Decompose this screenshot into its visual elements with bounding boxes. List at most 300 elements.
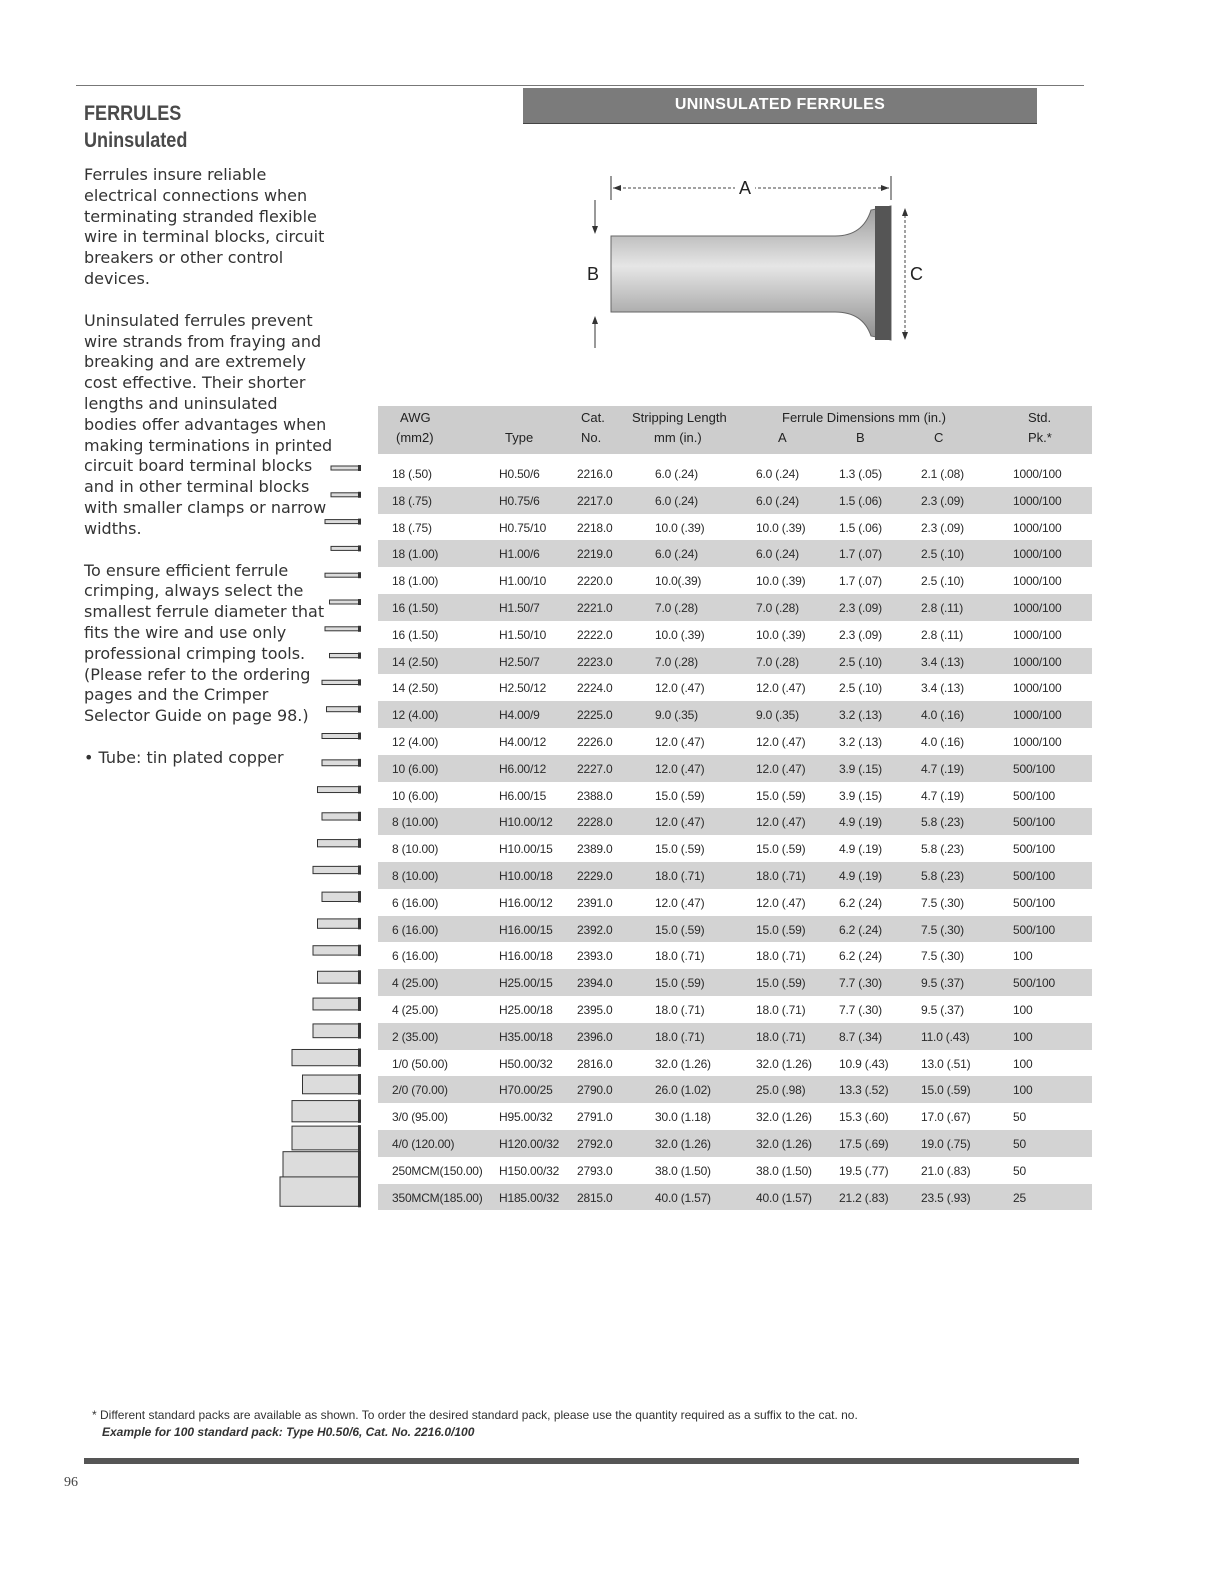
cell-awg: 4/0 (120.00) (392, 1136, 455, 1151)
cell-dim-b: 6.2 (.24) (839, 895, 882, 910)
table-row (378, 782, 1092, 809)
ferrule-size-icon (322, 760, 360, 766)
ferrule-size-icon (318, 919, 361, 928)
cell-dim-b: 1.7 (.07) (839, 547, 882, 562)
ferrule-flange-icon (358, 786, 361, 794)
cell-strip-length: 9.0 (.35) (655, 708, 698, 723)
header-dims: Ferrule Dimensions mm (in.) (782, 410, 946, 425)
cell-std-pk: 500/100 (1013, 761, 1055, 776)
cell-dim-c: 21.0 (.83) (921, 1163, 971, 1178)
cell-dim-c: 2.8 (.11) (921, 627, 963, 642)
cell-cat-no: 2222.0 (577, 627, 613, 642)
cell-std-pk: 100 (1013, 1083, 1033, 1098)
cell-cat-no: 2223.0 (577, 654, 613, 669)
cell-std-pk: 50 (1013, 1110, 1026, 1125)
cell-awg: 6 (16.00) (392, 949, 439, 964)
cell-dim-a: 6.0 (.24) (756, 467, 799, 481)
cell-dim-a: 38.0 (1.50) (756, 1163, 812, 1178)
cell-type: H150.00/32 (499, 1163, 560, 1178)
cell-cat-no: 2226.0 (577, 734, 613, 749)
cell-dim-c: 7.5 (.30) (921, 895, 964, 910)
cell-dim-b: 1.3 (.05) (839, 467, 882, 481)
cell-strip-length: 12.0 (.47) (655, 815, 705, 830)
cell-dim-a: 9.0 (.35) (756, 708, 799, 723)
cell-awg: 6 (16.00) (392, 922, 439, 937)
ferrule-flange-icon (358, 1074, 361, 1095)
cell-dim-a: 32.0 (1.26) (756, 1136, 812, 1151)
cell-dim-a: 12.0 (.47) (756, 734, 806, 749)
ferrule-size-icon (313, 1024, 360, 1038)
cell-std-pk: 25 (1013, 1190, 1026, 1205)
table-header (378, 406, 1092, 454)
ferrule-flange-icon (358, 1176, 361, 1207)
cell-dim-c: 15.0 (.59) (921, 1083, 971, 1098)
ferrule-flange-icon (358, 812, 361, 821)
header-dim-c: C (934, 430, 944, 445)
cell-type: H6.00/15 (499, 788, 547, 803)
cell-type: H1.50/10 (499, 627, 547, 642)
cell-awg: 18 (1.00) (392, 574, 439, 589)
ferrule-size-icon (331, 493, 360, 497)
cell-cat-no: 2815.0 (577, 1190, 613, 1205)
cell-dim-b: 6.2 (.24) (839, 949, 882, 964)
cell-std-pk: 1000/100 (1013, 493, 1062, 508)
dim-b-label: B (586, 264, 600, 284)
ferrule-size-icon (330, 653, 361, 657)
ferrule-size-icon (313, 946, 360, 955)
cell-awg: 10 (6.00) (392, 788, 439, 803)
cell-dim-a: 18.0 (.71) (756, 1029, 806, 1044)
ferrule-size-icon (322, 892, 360, 901)
cell-dim-a: 7.0 (.28) (756, 600, 799, 615)
cell-dim-c: 2.3 (.09) (921, 520, 964, 535)
cell-cat-no: 2227.0 (577, 761, 613, 776)
cell-std-pk: 1000/100 (1013, 681, 1062, 696)
table-row (378, 1184, 1092, 1211)
cell-std-pk: 1000/100 (1013, 708, 1062, 723)
ferrule-size-icon (325, 627, 360, 631)
table-body (378, 460, 1092, 1210)
cell-std-pk: 50 (1013, 1136, 1026, 1151)
table-row (378, 1050, 1092, 1077)
cell-dim-c: 2.3 (.09) (921, 493, 964, 508)
cell-std-pk: 500/100 (1013, 868, 1055, 883)
ferrule-size-icon (325, 520, 360, 524)
header-awg-unit: (mm2) (396, 430, 434, 445)
ferrule-flange-icon (358, 733, 361, 740)
cell-awg: 10 (6.00) (392, 761, 439, 776)
cell-type: H50.00/32 (499, 1056, 553, 1071)
ferrule-size-icon (330, 600, 361, 604)
table-row (378, 889, 1092, 916)
ferrule-size-icon (303, 1075, 361, 1094)
intro-paragraph: Ferrules insure reliable electrical connections when terminating stranded flexible wire in terminal blocks, circuit breakers or other control devices. (84, 165, 325, 288)
cell-dim-c: 2.8 (.11) (921, 600, 963, 615)
ferrule-table (378, 406, 1092, 1210)
cell-dim-b: 1.5 (.06) (839, 520, 882, 535)
cell-awg: 18 (.75) (392, 493, 432, 508)
cell-strip-length: 7.0 (.28) (655, 600, 698, 615)
cell-strip-length: 7.0 (.28) (655, 654, 698, 669)
ferrule-flange-icon (358, 945, 361, 956)
cell-dim-c: 9.5 (.37) (921, 976, 964, 991)
table-row (378, 835, 1092, 862)
cell-awg: 1/0 (50.00) (392, 1056, 448, 1071)
cell-cat-no: 2219.0 (577, 547, 613, 562)
cell-cat-no: 2229.0 (577, 868, 613, 883)
cell-dim-c: 3.4 (.13) (921, 654, 964, 669)
cell-cat-no: 2394.0 (577, 976, 613, 991)
table-row (378, 514, 1092, 541)
cell-std-pk: 500/100 (1013, 976, 1055, 991)
cell-type: H2.50/7 (499, 654, 540, 669)
ferrule-flange-icon (358, 572, 361, 578)
cell-type: H2.50/12 (499, 681, 547, 696)
table-row (378, 567, 1092, 594)
cell-type: H4.00/9 (499, 708, 540, 723)
cell-cat-no: 2792.0 (577, 1136, 613, 1151)
header-std: Std. (1028, 410, 1052, 425)
top-rule (76, 85, 1084, 86)
cell-dim-a: 32.0 (1.26) (756, 1110, 812, 1125)
cell-dim-b: 7.7 (.30) (839, 976, 882, 991)
cell-dim-b: 19.5 (.77) (839, 1163, 889, 1178)
ferrule-size-icon (283, 1152, 360, 1178)
ferrule-size-icon (325, 573, 360, 577)
ferrule-size-icon (313, 998, 360, 1010)
cell-dim-a: 15.0 (.59) (756, 842, 806, 857)
cell-dim-a: 18.0 (.71) (756, 1002, 806, 1017)
cell-dim-c: 4.7 (.19) (921, 788, 964, 803)
header-strip: Stripping Length (632, 410, 727, 425)
cell-dim-b: 4.9 (.19) (839, 815, 882, 830)
cell-strip-length: 15.0 (.59) (655, 842, 705, 857)
cell-type: H25.00/15 (499, 976, 553, 991)
ferrule-flange-icon (358, 997, 361, 1011)
cell-dim-c: 11.0 (.43) (921, 1029, 970, 1044)
cell-type: H16.00/15 (499, 922, 553, 937)
cell-strip-length: 30.0 (1.18) (655, 1110, 711, 1125)
cell-cat-no: 2790.0 (577, 1083, 613, 1098)
cell-awg: 18 (.75) (392, 520, 432, 535)
cell-dim-b: 3.2 (.13) (839, 734, 882, 749)
header-pk: Pk.* (1028, 430, 1052, 445)
cell-std-pk: 1000/100 (1013, 627, 1062, 642)
cell-dim-c: 5.8 (.23) (921, 815, 964, 830)
cell-cat-no: 2218.0 (577, 520, 613, 535)
page-title: FERRULES (84, 102, 182, 125)
cell-strip-length: 15.0 (.59) (655, 976, 705, 991)
ferrule-flange-icon (358, 706, 361, 713)
ferrule-size-icon (318, 971, 361, 983)
cell-cat-no: 2389.0 (577, 842, 613, 857)
cell-dim-a: 12.0 (.47) (756, 681, 806, 696)
cell-cat-no: 2388.0 (577, 788, 613, 803)
cell-std-pk: 1000/100 (1013, 734, 1062, 749)
cell-dim-c: 3.4 (.13) (921, 681, 964, 696)
cell-type: H1.00/10 (499, 574, 547, 589)
table-row (378, 916, 1092, 943)
cell-cat-no: 2221.0 (577, 600, 613, 615)
cell-dim-c: 7.5 (.30) (921, 922, 964, 937)
ferrule-size-icon (292, 1049, 360, 1065)
cell-dim-b: 3.2 (.13) (839, 708, 882, 723)
ferrule-diagram (585, 170, 945, 355)
cell-type: H0.75/10 (499, 520, 547, 535)
cell-dim-c: 17.0 (.67) (921, 1110, 971, 1125)
ferrule-size-icon (280, 1177, 360, 1206)
table-row (378, 540, 1092, 567)
cell-type: H185.00/32 (499, 1190, 560, 1205)
cell-dim-b: 4.9 (.19) (839, 842, 882, 857)
cell-dim-c: 2.1 (.08) (921, 467, 964, 481)
ferrule-flange-icon (358, 465, 361, 471)
cell-strip-length: 15.0 (.59) (655, 922, 705, 937)
cell-awg: 250MCM(150.00) (392, 1163, 483, 1178)
cell-awg: 8 (10.00) (392, 815, 439, 830)
cell-dim-a: 6.0 (.24) (756, 547, 799, 562)
ferrule-flange-icon (358, 545, 361, 551)
ferrule-flange-icon (358, 891, 361, 902)
cell-type: H4.00/12 (499, 734, 547, 749)
table-row (378, 1103, 1092, 1130)
ferrule-flange-icon (358, 1048, 361, 1066)
cell-dim-a: 10.0 (.39) (756, 627, 806, 642)
cell-dim-b: 3.9 (.15) (839, 788, 882, 803)
table-row (378, 701, 1092, 728)
cell-strip-length: 10.0 (.39) (655, 520, 705, 535)
cell-dim-c: 4.7 (.19) (921, 761, 964, 776)
cell-dim-b: 3.9 (.15) (839, 761, 882, 776)
cell-cat-no: 2225.0 (577, 708, 613, 723)
cell-dim-a: 10.0 (.39) (756, 520, 806, 535)
cell-dim-c: 13.0 (.51) (921, 1056, 971, 1071)
table-row (378, 621, 1092, 648)
header-awg: AWG (400, 410, 431, 425)
ferrule-flange-icon (358, 679, 361, 685)
ferrule-flange-icon (358, 970, 361, 984)
cell-strip-length: 6.0 (.24) (655, 467, 698, 481)
cell-std-pk: 1000/100 (1013, 654, 1062, 669)
cell-dim-c: 9.5 (.37) (921, 1002, 964, 1017)
cell-strip-length: 18.0 (.71) (655, 1029, 705, 1044)
ferrule-size-icon (322, 813, 360, 820)
header-type: Type (505, 430, 534, 445)
cell-strip-length: 12.0 (.47) (655, 734, 705, 749)
intro-paragraph: Uninsulated ferrules prevent wire strands from fraying and breaking and are extremely cost effective. Their shorter lengths and uninsulated bodies offer advantages when making terminations in printed circuit board terminal blocks and in other terminal blocks with smaller clamps or narrow widths. (84, 310, 333, 538)
cell-std-pk: 500/100 (1013, 842, 1055, 857)
ferrule-flange-icon (358, 652, 361, 658)
cell-awg: 8 (10.00) (392, 842, 439, 857)
table-row (378, 487, 1092, 514)
cell-awg: 3/0 (95.00) (392, 1110, 448, 1125)
cell-dim-c: 2.5 (.10) (921, 574, 964, 589)
table-row (378, 862, 1092, 889)
table-row (378, 755, 1092, 782)
cell-dim-b: 4.9 (.19) (839, 868, 882, 883)
cell-dim-b: 2.3 (.09) (839, 600, 882, 615)
cell-strip-length: 12.0 (.47) (655, 681, 705, 696)
cell-awg: 18 (.50) (392, 467, 432, 481)
cell-strip-length: 10.0(.39) (655, 574, 702, 589)
cell-strip-length: 18.0 (.71) (655, 949, 705, 964)
cell-dim-b: 10.9 (.43) (839, 1056, 889, 1071)
ferrule-size-icon (331, 466, 360, 470)
cell-strip-length: 10.0 (.39) (655, 627, 705, 642)
cell-strip-length: 32.0 (1.26) (655, 1136, 711, 1151)
page-number: 96 (64, 1475, 78, 1490)
cell-dim-a: 7.0 (.28) (756, 654, 799, 669)
cell-dim-a: 12.0 (.47) (756, 895, 806, 910)
table-row (378, 1023, 1092, 1050)
cell-dim-a: 10.0 (.39) (756, 574, 806, 589)
ferrule-size-icons (270, 460, 370, 1220)
ferrule-flange-icon (358, 865, 361, 874)
table-row (378, 1076, 1092, 1103)
cell-std-pk: 100 (1013, 1002, 1033, 1017)
ferrule-flange-icon (358, 1100, 361, 1123)
cell-strip-length: 6.0 (.24) (655, 493, 698, 508)
footnote: * Different standard packs are available as shown. To order the desired standard pack, please use the quantity required as a suffix to the cat. no. (92, 1408, 858, 1422)
ferrule-flange-icon (358, 519, 361, 525)
cell-strip-length: 18.0 (.71) (655, 868, 705, 883)
cell-type: H10.00/18 (499, 868, 553, 883)
ferrule-flange-icon (358, 759, 361, 767)
table-row (378, 969, 1092, 996)
cell-std-pk: 100 (1013, 1056, 1033, 1071)
cell-dim-a: 6.0 (.24) (756, 493, 799, 508)
cell-dim-b: 1.7 (.07) (839, 574, 882, 589)
cell-dim-a: 25.0 (.98) (756, 1083, 806, 1098)
cell-cat-no: 2395.0 (577, 1002, 613, 1017)
cell-awg: 12 (4.00) (392, 734, 439, 749)
table-row (378, 996, 1092, 1023)
ferrule-size-icon (292, 1126, 360, 1150)
header-cat-no: No. (581, 430, 602, 445)
cell-cat-no: 2791.0 (577, 1110, 613, 1125)
ferrule-size-icon (322, 680, 360, 684)
cell-awg: 12 (4.00) (392, 708, 439, 723)
cell-dim-a: 15.0 (.59) (756, 976, 806, 991)
cell-std-pk: 1000/100 (1013, 520, 1062, 535)
cell-dim-b: 17.5 (.69) (839, 1136, 889, 1151)
cell-std-pk: 500/100 (1013, 788, 1055, 803)
cell-dim-a: 15.0 (.59) (756, 922, 806, 937)
cell-dim-b: 7.7 (.30) (839, 1002, 882, 1017)
cell-type: H10.00/15 (499, 842, 553, 857)
cell-dim-c: 19.0 (.75) (921, 1136, 971, 1151)
header-dim-b: B (856, 430, 865, 445)
cell-std-pk: 1000/100 (1013, 547, 1062, 562)
page-subtitle: Uninsulated (84, 129, 188, 152)
cell-strip-length: 12.0 (.47) (655, 895, 705, 910)
ferrule-flange-icon (358, 1151, 361, 1179)
table-row (378, 942, 1092, 969)
ferrule-flange-icon (358, 839, 361, 848)
cell-cat-no: 2393.0 (577, 949, 613, 964)
cell-dim-c: 5.8 (.23) (921, 842, 964, 857)
ferrule-size-icon (318, 840, 361, 847)
cell-dim-b: 2.5 (.10) (839, 654, 882, 669)
cell-dim-b: 1.5 (.06) (839, 493, 882, 508)
cell-type: H35.00/18 (499, 1029, 553, 1044)
table-row (378, 460, 1092, 487)
cell-std-pk: 50 (1013, 1163, 1026, 1178)
cell-dim-b: 13.3 (.52) (839, 1083, 889, 1098)
cell-dim-c: 4.0 (.16) (921, 734, 964, 749)
ferrule-size-icon (327, 707, 361, 712)
cell-std-pk: 1000/100 (1013, 467, 1062, 481)
cell-dim-c: 23.5 (.93) (921, 1190, 971, 1205)
ferrule-flange-icon (358, 492, 361, 498)
ferrule-size-icon (331, 546, 360, 550)
cell-dim-b: 21.2 (.83) (839, 1190, 889, 1205)
cell-dim-c: 4.0 (.16) (921, 708, 964, 723)
section-banner: UNINSULATED FERRULES (523, 88, 1037, 124)
cell-awg: 14 (2.50) (392, 654, 439, 669)
cell-strip-length: 12.0 (.47) (655, 761, 705, 776)
cell-dim-b: 6.2 (.24) (839, 922, 882, 937)
cell-dim-c: 5.8 (.23) (921, 868, 964, 883)
cell-strip-length: 26.0 (1.02) (655, 1083, 711, 1098)
bottom-rule (84, 1458, 1079, 1464)
table-row (378, 1157, 1092, 1184)
ferrule-flange-icon (358, 1125, 361, 1151)
cell-cat-no: 2228.0 (577, 815, 613, 830)
cell-awg: 2 (35.00) (392, 1029, 439, 1044)
cell-strip-length: 40.0 (1.57) (655, 1190, 711, 1205)
cell-type: H10.00/12 (499, 815, 553, 830)
ferrule-flange-icon (358, 599, 361, 605)
cell-type: H6.00/12 (499, 761, 547, 776)
cell-cat-no: 2216.0 (577, 467, 613, 481)
ferrule-size-icon (318, 787, 361, 793)
cell-type: H95.00/32 (499, 1110, 553, 1125)
cell-dim-a: 32.0 (1.26) (756, 1056, 812, 1071)
cell-cat-no: 2391.0 (577, 895, 613, 910)
cell-std-pk: 100 (1013, 949, 1033, 964)
cell-type: H16.00/18 (499, 949, 553, 964)
cell-dim-a: 40.0 (1.57) (756, 1190, 812, 1205)
cell-dim-b: 2.3 (.09) (839, 627, 882, 642)
footnote-example: Example for 100 standard pack: Type H0.50/6, Cat. No. 2216.0/100 (102, 1425, 475, 1439)
cell-awg: 8 (10.00) (392, 868, 439, 883)
ferrule-flange-icon (358, 626, 361, 632)
dim-c-label: C (910, 264, 923, 284)
cell-awg: 6 (16.00) (392, 895, 439, 910)
cell-std-pk: 100 (1013, 1029, 1033, 1044)
table-row (378, 808, 1092, 835)
cell-type: H120.00/32 (499, 1136, 560, 1151)
cell-cat-no: 2224.0 (577, 681, 613, 696)
cell-std-pk: 500/100 (1013, 922, 1055, 937)
cell-awg: 16 (1.50) (392, 600, 439, 615)
cell-type: H1.00/6 (499, 547, 540, 562)
cell-strip-length: 38.0 (1.50) (655, 1163, 711, 1178)
cell-std-pk: 1000/100 (1013, 574, 1062, 589)
header-cat: Cat. (581, 410, 605, 425)
cell-awg: 18 (1.00) (392, 547, 439, 562)
intro-paragraph: To ensure efficient ferrule crimping, always select the smallest ferrule diameter that fits the wire and use only professional crimping tools. (Please refer to the ordering pages and the Crimper Selector Guide on page 98.) (84, 560, 325, 726)
cell-dim-c: 2.5 (.10) (921, 547, 964, 562)
cell-cat-no: 2217.0 (577, 493, 613, 508)
ferrule-size-icon (313, 866, 360, 873)
header-strip-unit: mm (in.) (654, 430, 702, 445)
intro-bullet: • Tube: tin plated copper (84, 747, 284, 767)
table-row (378, 594, 1092, 621)
cell-type: H25.00/18 (499, 1002, 553, 1017)
header-dim-a: A (778, 430, 787, 445)
